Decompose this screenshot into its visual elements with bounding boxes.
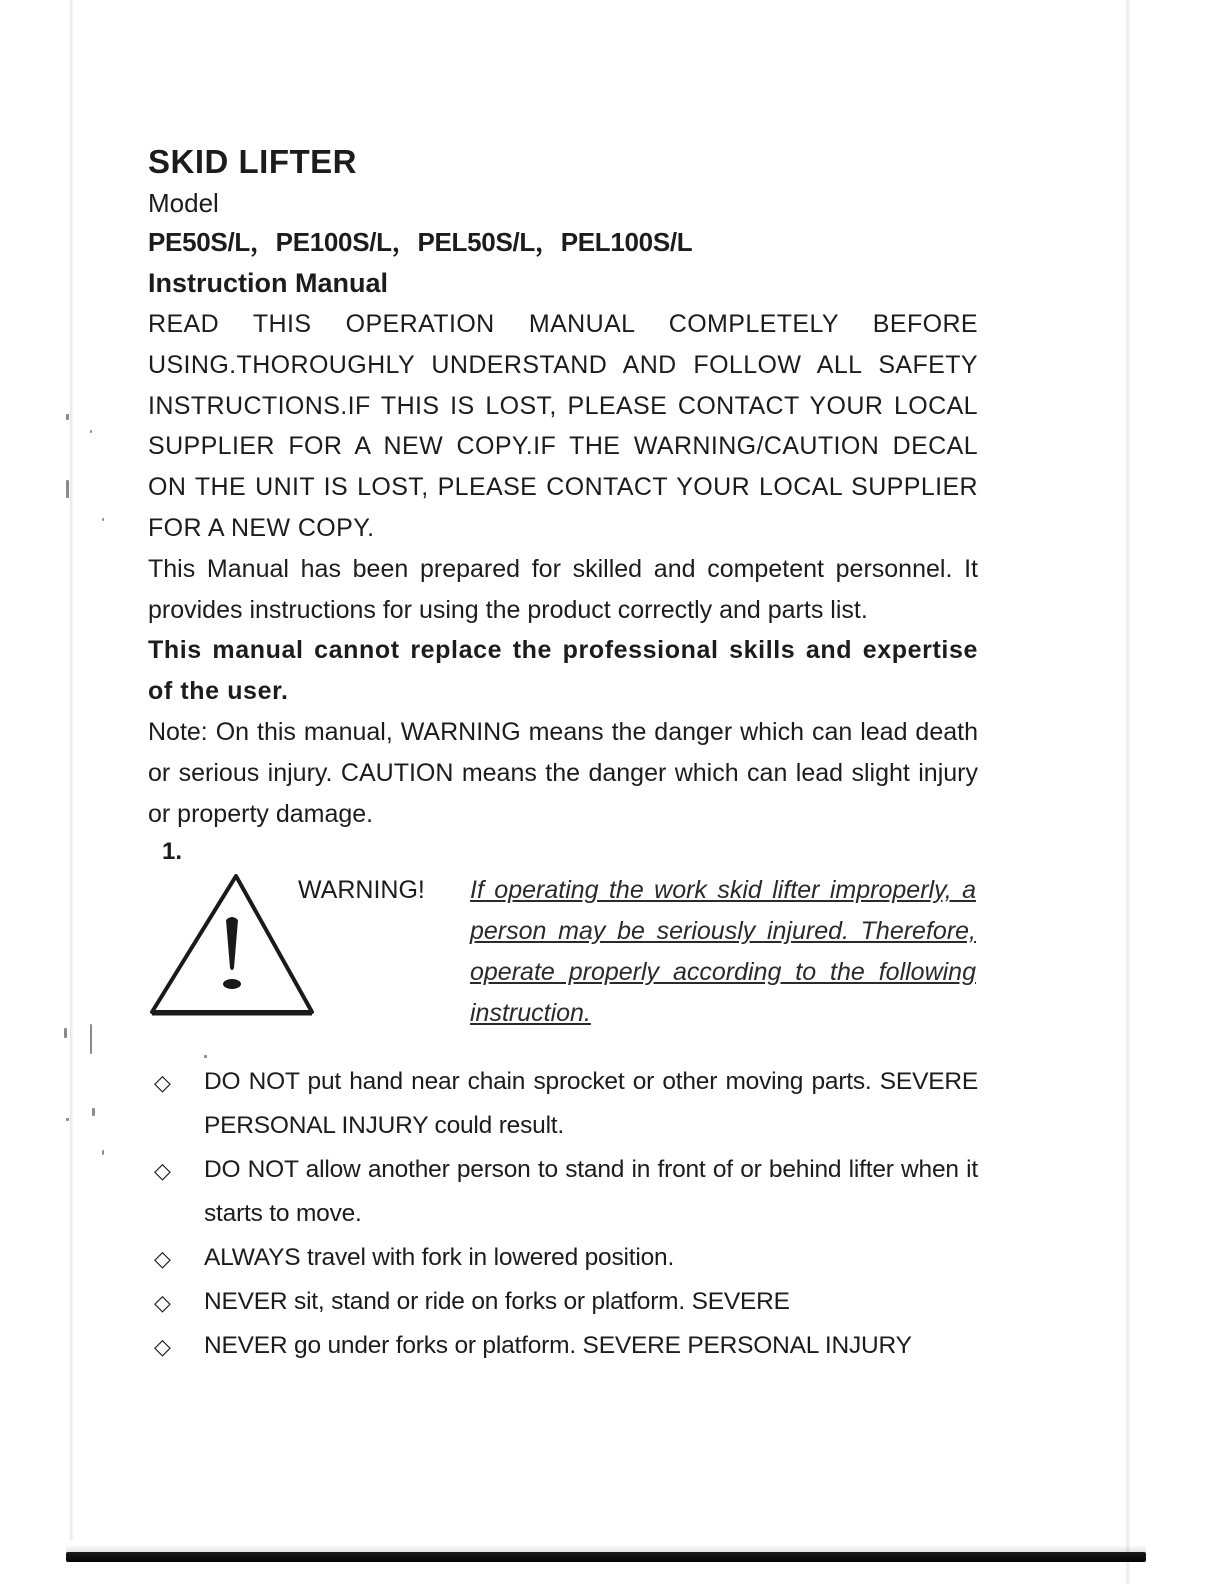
scan-speck	[90, 1024, 92, 1054]
bullet-text: ALWAYS travel with fork in lowered position.	[204, 1244, 675, 1272]
bullet-text: DO NOT allow another person to stand in front of or behind lifter when it starts to move.	[204, 1156, 978, 1228]
document-title: SKID LIFTER	[148, 143, 357, 180]
warning-label: WARNING!	[298, 876, 425, 905]
scan-speck	[92, 1108, 95, 1116]
model-list: PE50S/L，PE100S/L，PEL50S/L，PEL100S/L	[148, 227, 693, 257]
manual-title: Instruction Manual	[148, 268, 389, 298]
note-paragraph: Note: On this manual, WARNING means the danger which can lead death or serious injury. CAUTION means the danger which can lead slight injury or property damage.	[148, 717, 978, 828]
bullet-text: DO NOT put hand near chain sprocket or other moving parts. SEVERE PERSONAL INJURY could result.	[204, 1068, 978, 1140]
bullet-text: NEVER go under forks or platform. SEVERE PERSONAL INJURY	[204, 1332, 912, 1360]
bottom-binding-band	[66, 1552, 1146, 1562]
diamond-bullet-icon: ◇	[154, 1334, 171, 1360]
scan-speck	[90, 430, 92, 433]
scan-speck	[66, 1118, 69, 1121]
scan-speck	[66, 414, 69, 420]
diamond-bullet-icon: ◇	[154, 1246, 171, 1272]
safety-notice: READ THIS OPERATION MANUAL COMPLETELY BEFORE USING.THOROUGHLY UNDERSTAND AND FOLLOW ALL SAFETY INSTRUCTIONS.IF THIS IS LOST, PLEASE CONTACT YOUR LOCAL SUPPLIER FOR A NEW COPY.IF THE WARNING/CAUTION DECAL ON THE UNIT IS LOST, PLEASE CONTACT YOUR LOCAL SUPPLIER FOR A NEW COPY.	[148, 310, 978, 542]
list-item	[148, 1280, 978, 1324]
list-item	[148, 1060, 978, 1148]
section-number: 1.	[162, 838, 183, 866]
bullet-text: NEVER sit, stand or ride on forks or platform. SEVERE	[204, 1288, 790, 1316]
diamond-bullet-icon: ◇	[154, 1158, 171, 1184]
page-edge-right	[1126, 0, 1130, 1584]
manual-page-content	[148, 140, 978, 1368]
warning-block	[148, 870, 978, 1060]
warning-text: If operating the work skid lifter improperly, a person may be seriously injured. Therefore, operate properly according to the following instruction.	[470, 876, 976, 1027]
list-item	[148, 1324, 978, 1368]
diamond-bullet-icon: ◇	[154, 1290, 171, 1316]
scan-speck	[66, 480, 69, 498]
diamond-bullet-icon: ◇	[154, 1070, 171, 1096]
scan-speck	[64, 1028, 67, 1038]
list-item	[148, 1236, 978, 1280]
scan-speck	[102, 1150, 104, 1155]
page-edge-left	[70, 0, 73, 1540]
list-item	[148, 1148, 978, 1236]
intro-bold-paragraph: This manual cannot replace the professional skills and expertise of the user.	[148, 636, 978, 706]
scan-speck	[102, 518, 104, 521]
warning-triangle-icon	[148, 870, 316, 1020]
safety-bullet-list	[148, 1060, 978, 1368]
intro-paragraph: This Manual has been prepared for skilled and competent personnel. It provides instructions for using the product correctly and parts list.	[148, 554, 978, 624]
model-label: Model	[148, 188, 219, 218]
